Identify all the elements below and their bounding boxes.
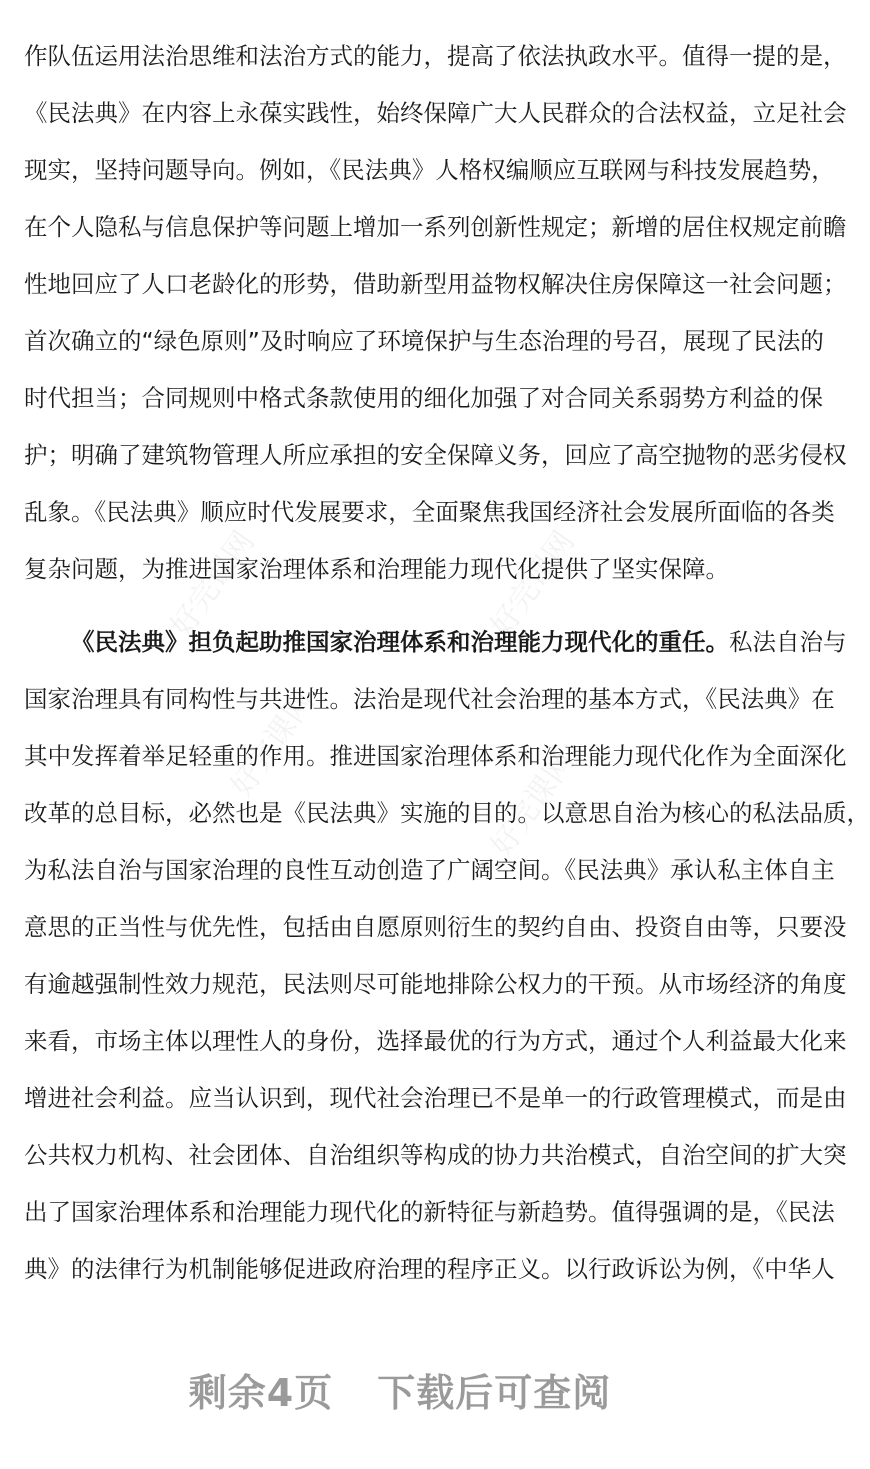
text-line: 典》的法律行为机制能够促进政府治理的程序正义。以行政诉讼为例，《中华人 bbox=[24, 1255, 835, 1283]
text-span: 私法自治与 bbox=[729, 628, 847, 656]
text-line: 乱象。《民法典》顺应时代发展要求，全面聚焦我国经济社会发展所面临的各类 bbox=[24, 498, 835, 526]
text-line: 护；明确了建筑物管理人所应承担的安全保障义务，回应了高空抛物的恶劣侵权 bbox=[24, 441, 847, 469]
download-prompt[interactable] bbox=[0, 1362, 800, 1417]
download-to-view-label[interactable]: 下载后可查阅 bbox=[377, 1371, 612, 1415]
watermark: 好完课网 bbox=[484, 744, 582, 864]
text-line: 时代担当；合同规则中格式条款使用的细化加强了对合同关系弱势方利益的保 bbox=[24, 384, 823, 412]
text-line: 在个人隐私与信息保护等问题上增加一系列创新性规定；新增的居住权规定前瞻 bbox=[24, 213, 847, 241]
text-line: 为私法自治与国家治理的良性互动创造了广阔空间。《民法典》承认私主体自主 bbox=[24, 856, 835, 884]
text-line: 其中发挥着举足轻重的作用。推进国家治理体系和治理能力现代化作为全面深化 bbox=[24, 742, 847, 770]
watermark: 好完课网 bbox=[164, 524, 262, 644]
text-line: 出了国家治理体系和治理能力现代化的新特征与新趋势。值得强调的是，《民法 bbox=[24, 1198, 835, 1226]
paragraph-heading: 《民法典》担负起助推国家治理体系和治理能力现代化的重任。 bbox=[71, 628, 729, 656]
paragraph-1 bbox=[24, 28, 847, 598]
text-line: 现实，坚持问题导向。例如，《民法典》人格权编顺应互联网与科技发展趋势， bbox=[24, 156, 835, 184]
text-line: 增进社会利益。应当认识到，现代社会治理已不是单一的行政管理模式，而是由 bbox=[24, 1084, 847, 1112]
paragraph-2 bbox=[24, 614, 870, 1298]
text-line: 《民法典》在内容上永葆实践性，始终保障广大人民群众的合法权益，立足社会 bbox=[24, 99, 847, 127]
text-line: 来看，市场主体以理性人的身份，选择最优的行为方式，通过个人利益最大化来 bbox=[24, 1027, 847, 1055]
text-line: 作队伍运用法治思维和法治方式的能力，提高了依法执政水平。值得一提的是， bbox=[24, 42, 847, 70]
watermark: 好完课网 bbox=[224, 684, 322, 804]
remaining-pages-label: 剩余4页 bbox=[188, 1371, 334, 1415]
text-line: 首次确立的“绿色原则”及时响应了环境保护与生态治理的号召，展现了民法的 bbox=[24, 327, 824, 355]
text-line: 性地回应了人口老龄化的形势，借助新型用益物权解决住房保障这一社会问题； bbox=[24, 270, 847, 298]
text-line-first bbox=[24, 614, 847, 671]
text-line: 有逾越强制性效力规范，民法则尽可能地排除公权力的干预。从市场经济的角度 bbox=[24, 970, 847, 998]
text-line: 复杂问题，为推进国家治理体系和治理能力现代化提供了坚实保障。 bbox=[24, 555, 729, 583]
watermark: 好完课网 bbox=[484, 524, 582, 644]
text-line: 意思的正当性与优先性，包括由自愿原则衍生的契约自由、投资自由等，只要没 bbox=[24, 913, 847, 941]
text-line: 公共权力机构、社会团体、自治组织等构成的协力共治模式，自治空间的扩大突 bbox=[24, 1141, 847, 1169]
text-line: 改革的总目标，必然也是《民法典》实施的目的。以意思自治为核心的私法品质， bbox=[24, 799, 870, 827]
text-line: 国家治理具有同构性与共进性。法治是现代社会治理的基本方式，《民法典》在 bbox=[24, 685, 835, 713]
